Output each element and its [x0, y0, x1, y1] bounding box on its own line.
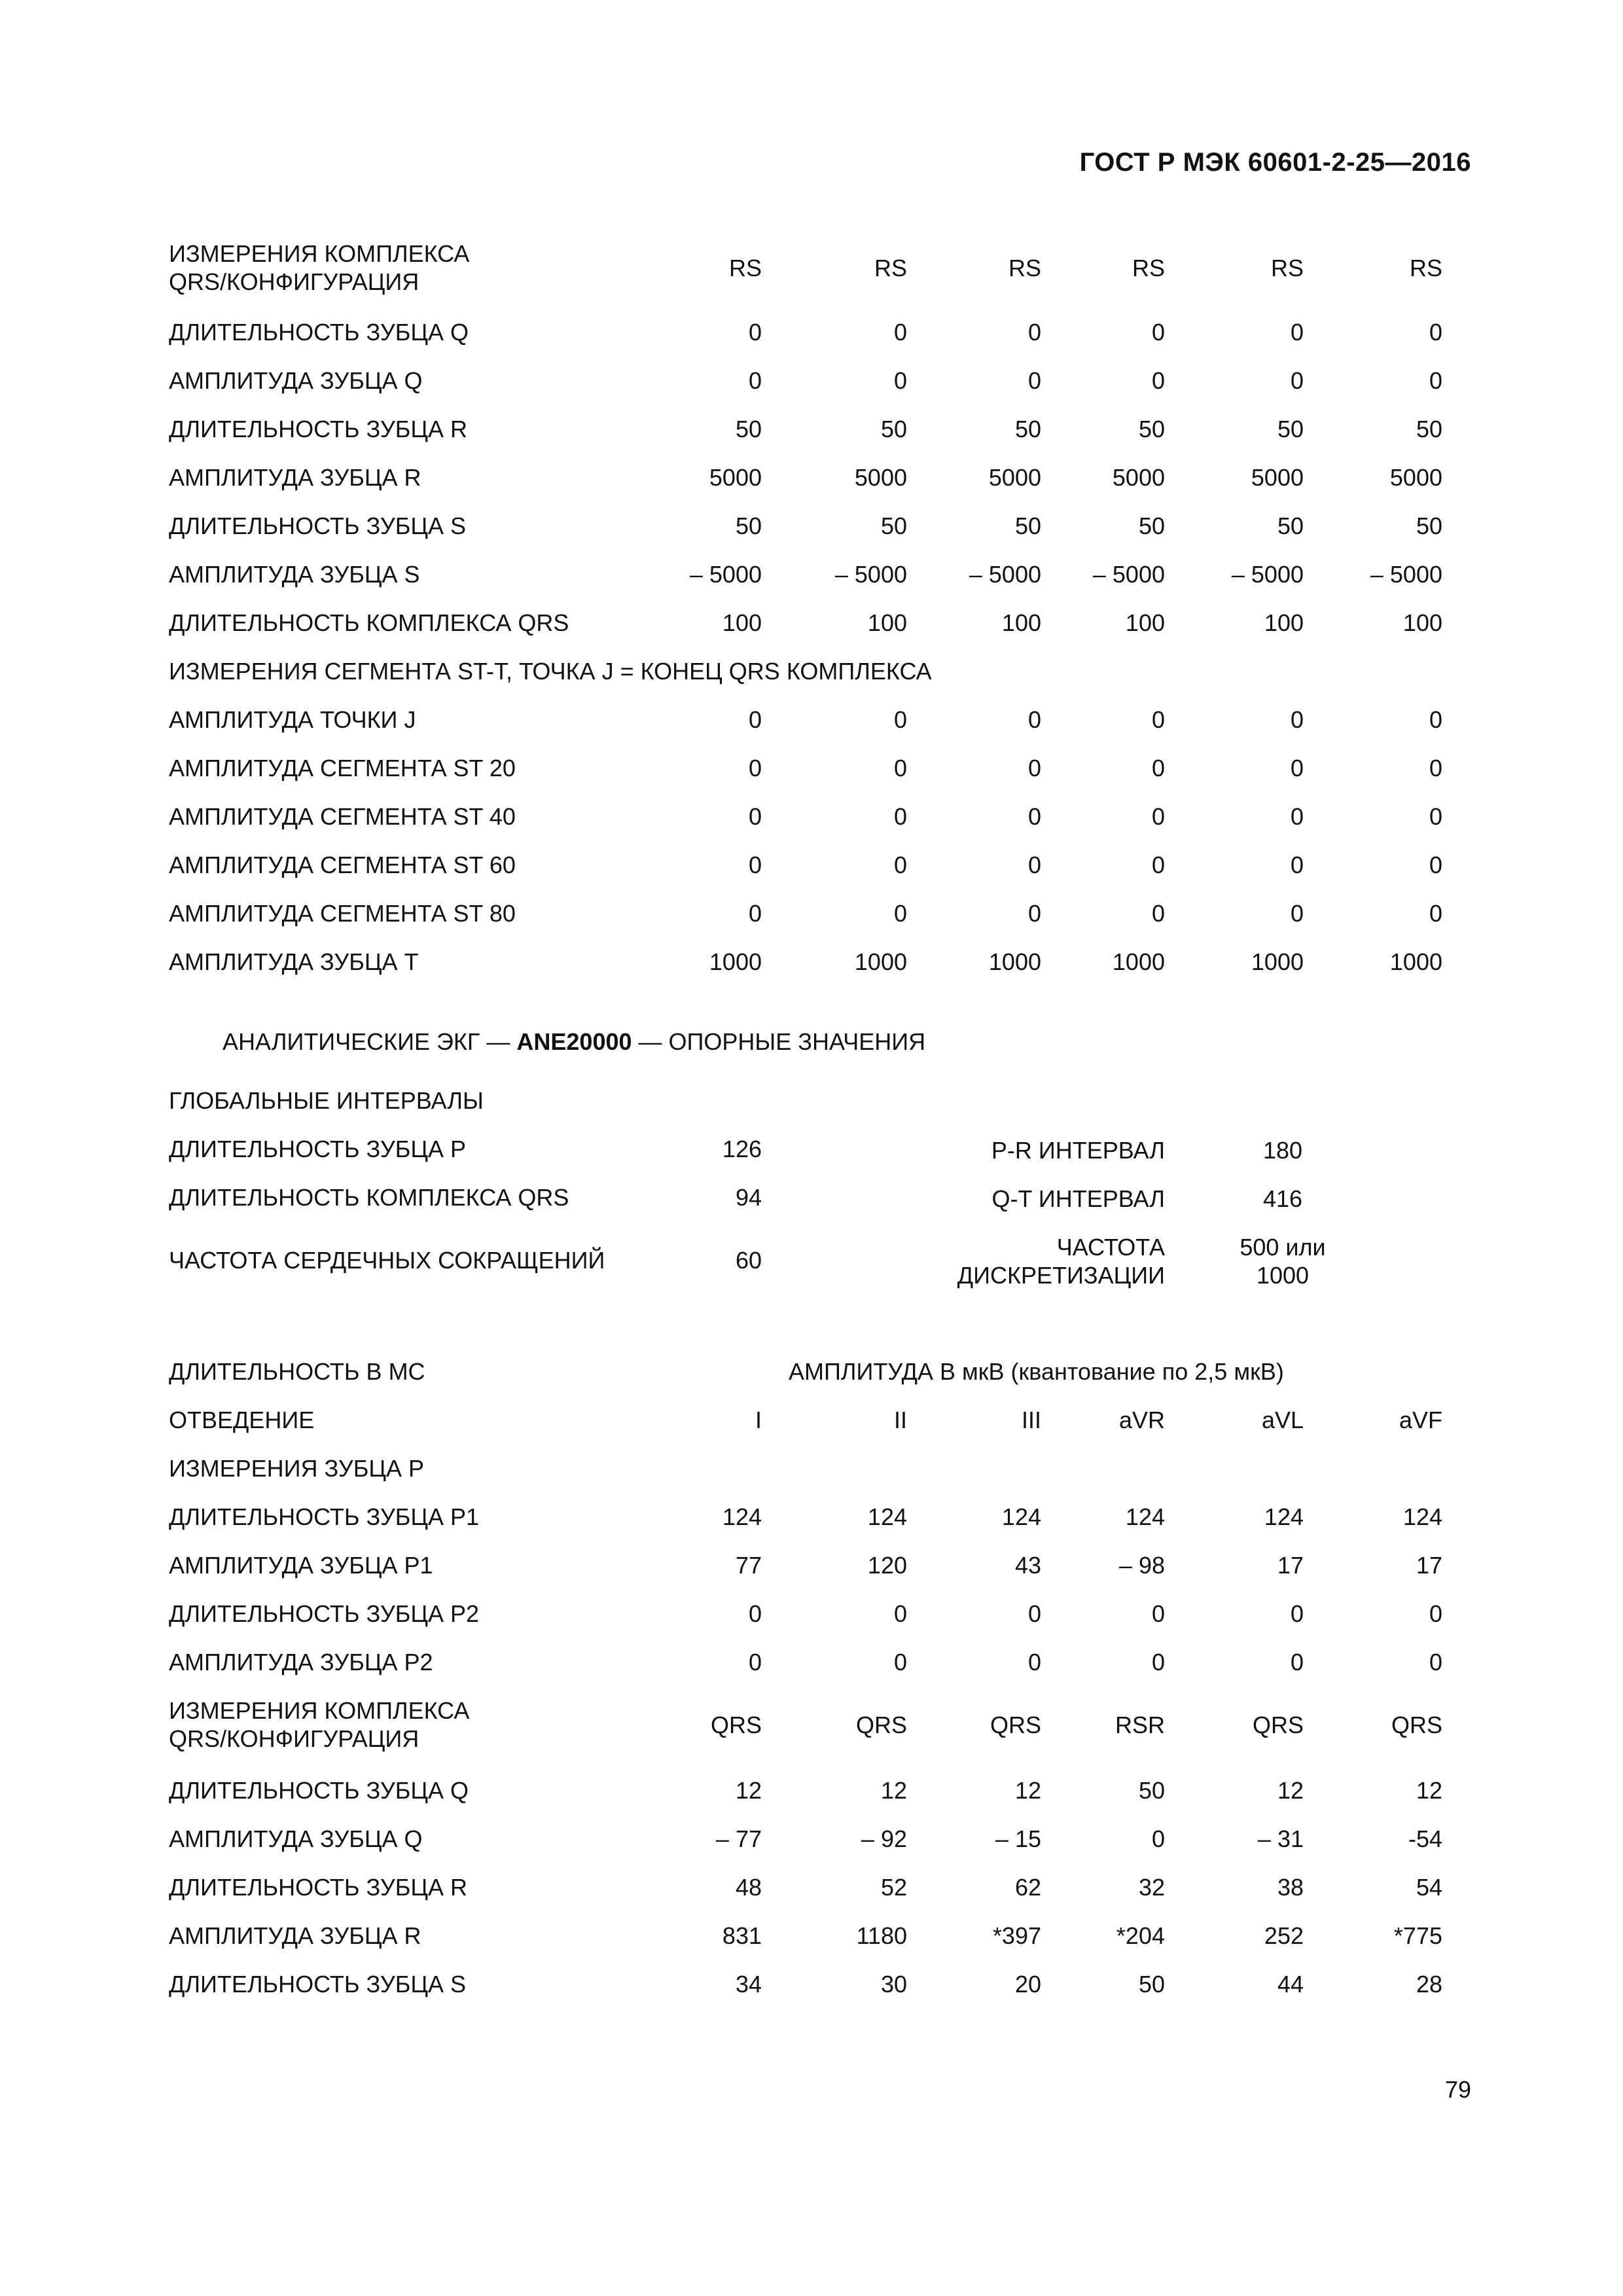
row-label: АМПЛИТУДА ТОЧКИ J — [169, 706, 416, 733]
table-cell: 124 — [722, 1503, 762, 1530]
table-cell: 50 — [1014, 416, 1041, 442]
table-cell: 20 — [1014, 1971, 1041, 1998]
global-label: ЧАСТОТА СЕРДЕЧНЫХ СОКРАЩЕНИЙ — [169, 1247, 605, 1274]
table-cell: 0 — [1290, 852, 1304, 878]
table-cell: 1000 — [1389, 948, 1442, 975]
table-cell: 0 — [1290, 1649, 1304, 1676]
table-cell: 0 — [1027, 900, 1041, 927]
global-label-2: ЧАСТОТА ДИСКРЕТИЗАЦИИ — [957, 1234, 1165, 1289]
table-cell: 0 — [1290, 1600, 1304, 1627]
table-cell: 43 — [1014, 1552, 1041, 1579]
table-cell: 54 — [1416, 1874, 1442, 1901]
table-cell: 0 — [1290, 319, 1304, 346]
table-cell: RS — [728, 255, 762, 281]
table-cell: 5000 — [709, 464, 762, 491]
row-label: ДЛИТЕЛЬНОСТЬ ЗУБЦА S — [169, 1971, 467, 1998]
table-row — [0, 1456, 1623, 1482]
global-value: 60 — [735, 1247, 762, 1274]
row-label: ИЗМЕРЕНИЯ ЗУБЦА P — [169, 1455, 425, 1482]
global-row — [0, 1136, 1623, 1162]
table-cell: 12 — [1014, 1777, 1041, 1804]
table-cell: 0 — [1290, 755, 1304, 781]
table-cell: – 5000 — [1092, 561, 1165, 588]
table-cell: 0 — [748, 1600, 762, 1627]
row-label: ДЛИТЕЛЬНОСТЬ ЗУБЦА P2 — [169, 1600, 480, 1627]
table-cell: 0 — [1429, 1649, 1442, 1676]
table-cell: 0 — [1027, 1600, 1041, 1627]
row-label: ОТВЕДЕНИЕ — [169, 1407, 315, 1433]
table-cell: 124 — [1264, 1503, 1304, 1530]
table-cell: 1000 — [1112, 948, 1165, 975]
table-cell: 100 — [1001, 609, 1041, 636]
table-cell: 0 — [893, 803, 907, 830]
global-value: 94 — [735, 1184, 762, 1211]
table-cell: – 98 — [1118, 1552, 1165, 1579]
units-row — [0, 1359, 1623, 1385]
table-cell: QRS — [1391, 1712, 1442, 1738]
table-cell: – 77 — [715, 1825, 762, 1852]
table-cell: 124 — [1402, 1503, 1442, 1530]
table-cell: 50 — [1138, 1971, 1165, 1998]
table-cell: 0 — [748, 900, 762, 927]
table-cell: QRS — [990, 1712, 1041, 1738]
table-cell: 0 — [1151, 319, 1165, 346]
table-cell: 0 — [1151, 367, 1165, 394]
table-cell: 0 — [1027, 319, 1041, 346]
table-cell: QRS — [855, 1712, 907, 1738]
table-row — [0, 755, 1623, 781]
row-label: ИЗМЕРЕНИЯ КОМПЛЕКСА QRS/КОНФИГУРАЦИЯ — [169, 1697, 470, 1752]
table-cell: 0 — [893, 706, 907, 733]
table-cell: aVL — [1261, 1407, 1304, 1433]
table-row — [0, 368, 1623, 394]
row-label: ДЛИТЕЛЬНОСТЬ ЗУБЦА Q — [169, 1777, 469, 1804]
row-label: ИЗМЕРЕНИЯ КОМПЛЕКСА QRS/КОНФИГУРАЦИЯ — [169, 240, 470, 295]
table-cell: RSR — [1115, 1712, 1165, 1738]
table-row — [0, 1923, 1623, 1949]
table-cell: RS — [1409, 255, 1442, 281]
table-row — [0, 562, 1623, 588]
global-value-2: 500 или 1000 — [1240, 1234, 1326, 1289]
global-value-2: 416 — [1262, 1185, 1303, 1212]
table-row — [0, 1601, 1623, 1627]
global-label: ДЛИТЕЛЬНОСТЬ ЗУБЦА P — [169, 1136, 467, 1162]
table-cell: 17 — [1416, 1552, 1442, 1579]
section-title-prefix: АНАЛИТИЧЕСКИЕ ЭКГ — — [223, 1028, 517, 1055]
table-cell: 50 — [1416, 512, 1442, 539]
table-cell: QRS — [710, 1712, 762, 1738]
global-label-2: Q-T ИНТЕРВАЛ — [991, 1185, 1165, 1212]
global-row — [0, 1185, 1623, 1211]
table-cell: 0 — [748, 706, 762, 733]
row-label: АМПЛИТУДА ЗУБЦА Q — [169, 367, 423, 394]
row-label: ИЗМЕРЕНИЯ СЕГМЕНТА ST-T, ТОЧКА J = КОНЕЦ QRS КОМПЛЕКСА — [169, 658, 932, 685]
table-cell: 0 — [1290, 900, 1304, 927]
table-cell: 0 — [1151, 1825, 1165, 1852]
table-cell: 0 — [1151, 706, 1165, 733]
table-cell: 252 — [1264, 1922, 1304, 1949]
row-label: АМПЛИТУДА ЗУБЦА T — [169, 948, 419, 975]
table-row — [0, 1407, 1623, 1433]
section-title-suffix: — ОПОРНЫЕ ЗНАЧЕНИЯ — [632, 1028, 926, 1055]
table-cell: 0 — [1027, 367, 1041, 394]
global-label: ДЛИТЕЛЬНОСТЬ КОМПЛЕКСА QRS — [169, 1184, 569, 1211]
table-cell: 48 — [735, 1874, 762, 1901]
table-row — [0, 610, 1623, 636]
table-cell: 50 — [1416, 416, 1442, 442]
table-cell: – 5000 — [689, 561, 762, 588]
table-cell: 0 — [1027, 852, 1041, 878]
table-cell: – 5000 — [834, 561, 907, 588]
table-cell: 100 — [867, 609, 907, 636]
table-cell: 50 — [880, 416, 907, 442]
table-cell: 52 — [880, 1874, 907, 1901]
table-cell: *397 — [992, 1922, 1041, 1949]
table-row — [0, 1826, 1623, 1852]
table-cell: 12 — [1416, 1777, 1442, 1804]
global-value-2: 180 — [1262, 1137, 1303, 1164]
table-cell: 100 — [1125, 609, 1165, 636]
table-cell: 0 — [748, 852, 762, 878]
table-cell: 50 — [880, 512, 907, 539]
table-cell: *204 — [1116, 1922, 1165, 1949]
table-cell: 0 — [1027, 755, 1041, 781]
row-label: АМПЛИТУДА СЕГМЕНТА ST 20 — [169, 755, 516, 781]
table-cell: 50 — [1277, 512, 1304, 539]
table-cell: 1000 — [709, 948, 762, 975]
table-cell: 0 — [1429, 706, 1442, 733]
table-cell: 124 — [1001, 1503, 1041, 1530]
table-row — [0, 1696, 1623, 1753]
table-cell: RS — [1270, 255, 1304, 281]
table-cell: 50 — [1138, 512, 1165, 539]
row-label: ДЛИТЕЛЬНОСТЬ ЗУБЦА P1 — [169, 1503, 480, 1530]
table-row — [0, 804, 1623, 830]
global-intervals-heading-row — [0, 1088, 1623, 1114]
table-cell: *775 — [1393, 1922, 1442, 1949]
table-cell: 1000 — [854, 948, 907, 975]
row-label: АМПЛИТУДА СЕГМЕНТА ST 40 — [169, 803, 516, 830]
table-row — [0, 658, 1623, 685]
document-header: ГОСТ Р МЭК 60601-2-25—2016 — [1079, 148, 1471, 177]
table-cell: 0 — [748, 1649, 762, 1676]
row-label: АМПЛИТУДА ЗУБЦА Q — [169, 1825, 423, 1852]
table-cell: 0 — [1429, 852, 1442, 878]
table-cell: 0 — [1429, 755, 1442, 781]
table-cell: 0 — [1151, 852, 1165, 878]
table-cell: 50 — [735, 416, 762, 442]
section-title-code: ANE20000 — [516, 1028, 632, 1055]
table-cell: III — [1021, 1407, 1041, 1433]
section-title — [223, 1029, 925, 1055]
table-cell: aVR — [1118, 1407, 1165, 1433]
table-cell: 0 — [1429, 1600, 1442, 1627]
table-cell: 28 — [1416, 1971, 1442, 1998]
table-row — [0, 465, 1623, 491]
global-intervals-heading: ГЛОБАЛЬНЫЕ ИНТЕРВАЛЫ — [169, 1087, 484, 1114]
table-row — [0, 319, 1623, 346]
table-cell: 0 — [1429, 900, 1442, 927]
table-cell: 1180 — [856, 1922, 907, 1949]
duration-units-label: ДЛИТЕЛЬНОСТЬ В МС — [169, 1358, 425, 1385]
row-label: АМПЛИТУДА ЗУБЦА S — [169, 561, 420, 588]
table-cell: 0 — [1151, 900, 1165, 927]
table-cell: 0 — [1151, 803, 1165, 830]
global-row — [0, 1233, 1623, 1289]
table-cell: 0 — [893, 755, 907, 781]
table-cell: 0 — [893, 900, 907, 927]
section-title-row — [0, 1029, 1623, 1055]
table-cell: 0 — [748, 319, 762, 346]
table-cell: 17 — [1277, 1552, 1304, 1579]
table-cell: 0 — [893, 1649, 907, 1676]
table-cell: aVF — [1399, 1407, 1442, 1433]
table-cell: – 5000 — [1231, 561, 1304, 588]
row-label: ДЛИТЕЛЬНОСТЬ ЗУБЦА R — [169, 416, 468, 442]
table-cell: 1000 — [1251, 948, 1304, 975]
table-cell: 0 — [748, 803, 762, 830]
table-cell: – 31 — [1257, 1825, 1304, 1852]
table-cell: 1000 — [988, 948, 1041, 975]
page-number: 79 — [1444, 2076, 1471, 2103]
table-cell: 0 — [1429, 367, 1442, 394]
table-cell: 100 — [1264, 609, 1304, 636]
amplitude-units-label: АМПЛИТУДА В мкВ (квантование по 2,5 мкВ) — [789, 1358, 1284, 1385]
table-cell: 0 — [893, 1600, 907, 1627]
table-cell: 0 — [1027, 803, 1041, 830]
table-cell: I — [755, 1407, 762, 1433]
table-cell: 0 — [1290, 706, 1304, 733]
table-cell: 12 — [880, 1777, 907, 1804]
table-row — [0, 949, 1623, 975]
table-cell: 50 — [1138, 416, 1165, 442]
table-row — [0, 1778, 1623, 1804]
table-cell: – 5000 — [1370, 561, 1442, 588]
table-cell: 50 — [735, 512, 762, 539]
table-cell: 124 — [867, 1503, 907, 1530]
table-cell: 38 — [1277, 1874, 1304, 1901]
row-label: АМПЛИТУДА ЗУБЦА P2 — [169, 1649, 433, 1676]
table-cell: 831 — [722, 1922, 762, 1949]
table-cell: RS — [874, 255, 907, 281]
table-cell: – 5000 — [969, 561, 1041, 588]
table-cell: – 92 — [861, 1825, 907, 1852]
table-cell: 0 — [1429, 803, 1442, 830]
table-cell: 0 — [1429, 319, 1442, 346]
table-cell: 62 — [1014, 1874, 1041, 1901]
table-cell: 0 — [748, 367, 762, 394]
global-label-2: P-R ИНТЕРВАЛ — [991, 1137, 1165, 1164]
table-cell: 0 — [1290, 803, 1304, 830]
table-cell: 0 — [1151, 755, 1165, 781]
table-cell: – 15 — [995, 1825, 1041, 1852]
table-cell: 5000 — [1112, 464, 1165, 491]
table-cell: 0 — [1151, 1600, 1165, 1627]
table-cell: RS — [1132, 255, 1165, 281]
table-cell: 5000 — [1251, 464, 1304, 491]
table-row — [0, 1971, 1623, 1998]
table-cell: QRS — [1252, 1712, 1304, 1738]
table-cell: 120 — [867, 1552, 907, 1579]
table-row — [0, 240, 1623, 296]
table-cell: 0 — [1151, 1649, 1165, 1676]
table-cell: 5000 — [988, 464, 1041, 491]
table-cell: 32 — [1138, 1874, 1165, 1901]
table-row — [0, 707, 1623, 733]
table-cell: 0 — [893, 367, 907, 394]
table-cell: 0 — [893, 319, 907, 346]
row-label: АМПЛИТУДА ЗУБЦА R — [169, 1922, 421, 1949]
table-row — [0, 1552, 1623, 1579]
table-cell: 50 — [1138, 1777, 1165, 1804]
row-label: АМПЛИТУДА ЗУБЦА P1 — [169, 1552, 433, 1579]
table-cell: 0 — [1027, 1649, 1041, 1676]
table-cell: 5000 — [1389, 464, 1442, 491]
row-label: АМПЛИТУДА СЕГМЕНТА ST 80 — [169, 900, 516, 927]
table-row — [0, 416, 1623, 442]
table-cell: RS — [1008, 255, 1041, 281]
table-row — [0, 852, 1623, 878]
table-cell: 50 — [1014, 512, 1041, 539]
row-label: АМПЛИТУДА ЗУБЦА R — [169, 464, 421, 491]
table-cell: 5000 — [854, 464, 907, 491]
table-row — [0, 513, 1623, 539]
table-cell: 0 — [1027, 706, 1041, 733]
table-cell: 77 — [735, 1552, 762, 1579]
table-cell: 100 — [1402, 609, 1442, 636]
table-cell: -54 — [1408, 1825, 1442, 1852]
table-row — [0, 1504, 1623, 1530]
row-label: ДЛИТЕЛЬНОСТЬ ЗУБЦА S — [169, 512, 467, 539]
table-cell: 44 — [1277, 1971, 1304, 1998]
table-cell: 0 — [748, 755, 762, 781]
row-label: АМПЛИТУДА СЕГМЕНТА ST 60 — [169, 852, 516, 878]
table-cell: 124 — [1125, 1503, 1165, 1530]
row-label: ДЛИТЕЛЬНОСТЬ ЗУБЦА R — [169, 1874, 468, 1901]
table-cell: 100 — [722, 609, 762, 636]
table-cell: 34 — [735, 1971, 762, 1998]
table-cell: 0 — [1290, 367, 1304, 394]
row-label: ДЛИТЕЛЬНОСТЬ КОМПЛЕКСА QRS — [169, 609, 569, 636]
table-cell: II — [893, 1407, 907, 1433]
table-row — [0, 1649, 1623, 1676]
table-cell: 12 — [735, 1777, 762, 1804]
table-row — [0, 1874, 1623, 1901]
table-cell: 50 — [1277, 416, 1304, 442]
row-label: ДЛИТЕЛЬНОСТЬ ЗУБЦА Q — [169, 319, 469, 346]
table-cell: 0 — [893, 852, 907, 878]
global-value: 126 — [722, 1136, 762, 1162]
table-row — [0, 901, 1623, 927]
table-cell: 30 — [880, 1971, 907, 1998]
table-cell: 12 — [1277, 1777, 1304, 1804]
